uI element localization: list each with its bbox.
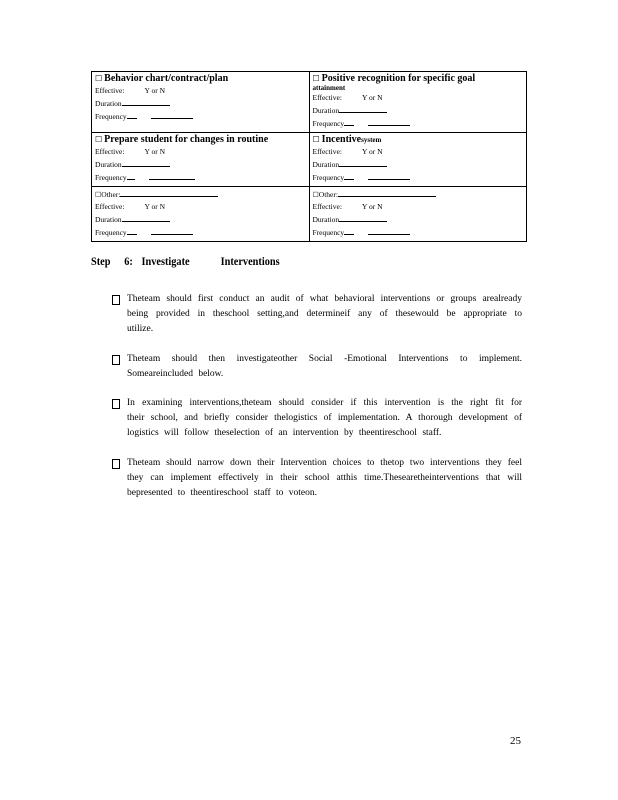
duration-row: Duration [313, 213, 524, 226]
frequency-row: Frequency [313, 226, 524, 239]
list-item [112, 456, 522, 502]
effective-row: Effective: Y or N [312, 202, 383, 211]
bullet-text: Theteam should narrow down their Intervention choices to thetop two interventions they feel they can implement effectively in their school atthis time.Thesearetheinterventions that will bepresented to theentireschool staff to voteon. [127, 457, 522, 499]
bullet-box-icon [112, 399, 120, 409]
bullet-list [112, 292, 522, 515]
cell-title: Positive recognition for specific goal [321, 73, 476, 84]
frequency-row: Frequency [95, 110, 306, 123]
effective-row: Effective: Y or N [95, 202, 165, 211]
duration-row: Duration [313, 158, 524, 171]
list-item [112, 292, 522, 338]
checkbox-icon[interactable]: ☐ [95, 74, 103, 83]
cell-title-suffix: system [361, 136, 382, 144]
list-item [112, 396, 522, 442]
bullet-text: In examining interventions,theteam should consider if this intervention is the right fit for their school, and briefly consider thelogistics of implementation. A thorough development of logistics will follow theselection of an intervention by theentireschool staff. [127, 398, 522, 439]
duration-row: Duration [95, 158, 306, 171]
intervention-options-table [91, 71, 527, 242]
table-cell-other-left [92, 187, 310, 242]
effective-row: Effective: Y or N [95, 147, 165, 156]
heading-word-interventions: Interventions [220, 254, 280, 268]
list-item [112, 352, 522, 382]
frequency-row: Frequency [95, 226, 306, 239]
effective-row: Effective: Y or N [312, 93, 383, 102]
bullet-box-icon [112, 295, 120, 305]
cell-title: Incentive [321, 134, 362, 145]
bullet-text: Theteam should then investigateother Social -Emotional Interventions to implement. Someareincluded below. [127, 353, 522, 379]
cell-title: Behavior chart/contract/plan [104, 73, 229, 84]
duration-row: Duration [95, 213, 306, 226]
bullet-box-icon [112, 355, 120, 365]
checkbox-icon[interactable]: ☐ [312, 74, 320, 83]
frequency-row: Frequency [313, 117, 524, 130]
page-number: 25 [510, 735, 521, 747]
table-cell-prepare-student [92, 133, 310, 187]
cell-title: Other: [101, 190, 121, 199]
step-number: 6: [124, 254, 133, 268]
checkbox-icon[interactable]: ☐ [95, 191, 102, 199]
table-cell-positive-recognition [309, 72, 527, 133]
checkbox-icon[interactable]: ☐ [312, 135, 320, 144]
table-cell-incentive-system [309, 133, 527, 187]
cell-subtitle: attainment [312, 84, 346, 92]
cell-title: Other: [318, 190, 338, 199]
section-heading [91, 254, 280, 269]
step-label: Step [91, 254, 111, 268]
cell-title: Prepare student for changes in routine [104, 134, 269, 145]
effective-row: Effective: Y or N [95, 86, 165, 95]
effective-row: Effective: Y or N [312, 147, 383, 156]
table-cell-behavior-chart [92, 72, 310, 133]
checkbox-icon[interactable]: ☐ [95, 135, 103, 144]
bullet-box-icon [112, 459, 120, 469]
frequency-row: Frequency [313, 171, 524, 184]
duration-row: Duration [313, 104, 524, 117]
frequency-row: Frequency [95, 171, 306, 184]
duration-row: Duration [95, 97, 306, 110]
heading-word-investigate: Investigate [141, 254, 190, 268]
checkbox-icon[interactable]: ☐ [312, 191, 319, 199]
table-cell-other-right [309, 187, 527, 242]
bullet-text: Theteam should first conduct an audit of what behavioral interventions or groups arealready being provided in theschool setting,and determineif any of thesewould be appropriate to utilize. [127, 294, 522, 335]
